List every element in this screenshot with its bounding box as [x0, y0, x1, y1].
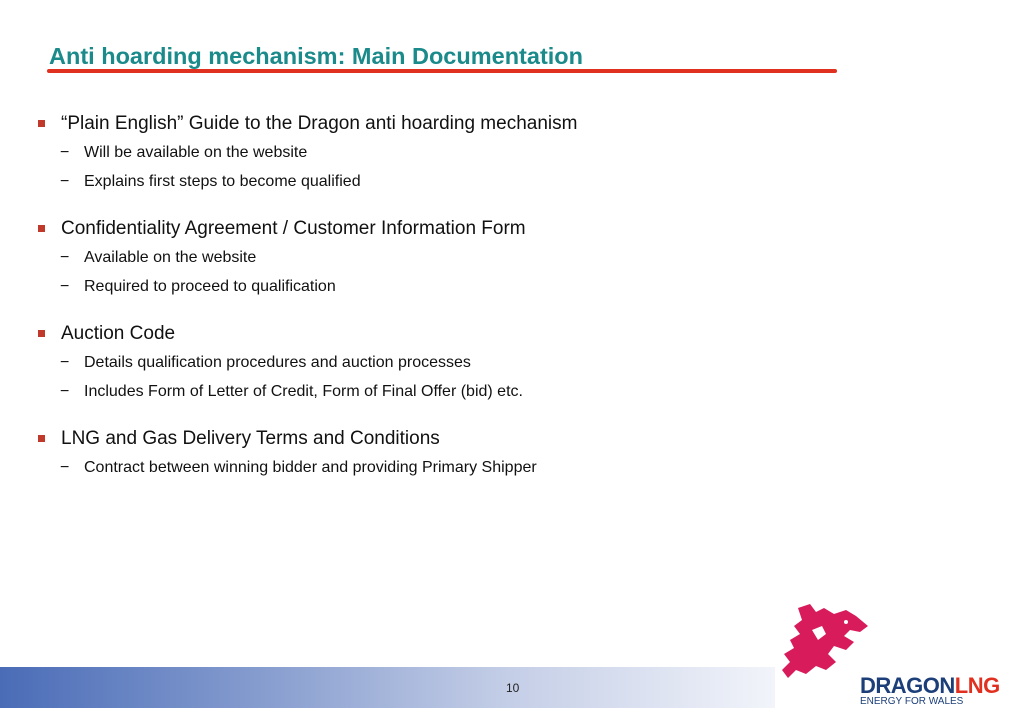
sub-bullet: [36, 167, 936, 196]
sub-bullet-text: Explains first steps to become qualified: [84, 173, 361, 190]
square-bullet-icon: [38, 120, 45, 127]
dash-bullet-icon: −: [60, 173, 70, 190]
dash-bullet-icon: −: [60, 278, 70, 295]
slide-title: Anti hoarding mechanism: Main Documentation: [49, 43, 584, 69]
sub-bullet: [36, 377, 936, 406]
sub-bullet: [36, 243, 936, 272]
dash-bullet-icon: −: [60, 144, 70, 161]
square-bullet-icon: [38, 225, 45, 232]
sub-bullet-text: Includes Form of Letter of Credit, Form of Final Offer (bid) etc.: [84, 383, 523, 400]
dash-bullet-icon: −: [60, 249, 70, 266]
sub-bullet: [36, 272, 936, 301]
sub-bullet-text: Details qualification procedures and auction processes: [84, 354, 471, 371]
sub-bullet-text: Will be available on the website: [84, 144, 308, 161]
bullet-item: [36, 320, 936, 406]
bullet-text: LNG and Gas Delivery Terms and Conditions: [61, 428, 440, 449]
dash-bullet-icon: −: [60, 459, 70, 476]
title-underline: [47, 69, 837, 73]
brand-dragon-text: DRAGON: [860, 673, 955, 698]
sub-bullet: [36, 138, 936, 167]
brand-lng-text: LNG: [954, 673, 1000, 698]
bullet-text: Auction Code: [61, 323, 176, 344]
footer-band: [0, 667, 775, 708]
dragon-shape: [782, 604, 868, 678]
bullet-text: “Plain English” Guide to the Dragon anti hoarding mechanism: [61, 113, 578, 134]
sub-bullet: [36, 348, 936, 377]
sub-bullet-text: Required to proceed to qualification: [84, 278, 336, 295]
square-bullet-icon: [38, 435, 45, 442]
square-bullet-icon: [38, 330, 45, 337]
bullet-item: [36, 110, 936, 196]
bullet-item: [36, 215, 936, 301]
bullet-list: [36, 110, 936, 501]
bullet-text: Confidentiality Agreement / Customer Information Form: [61, 218, 526, 239]
page-number: 10: [506, 681, 520, 695]
bullet-item: [36, 425, 936, 482]
sub-bullet: [36, 453, 936, 482]
sub-bullet-text: Contract between winning bidder and providing Primary Shipper: [84, 459, 537, 476]
dragon-eye: [844, 620, 848, 624]
brand-tagline: ENERGY FOR WALES: [860, 696, 964, 707]
dash-bullet-icon: −: [60, 354, 70, 371]
dash-bullet-icon: −: [60, 383, 70, 400]
sub-bullet-text: Available on the website: [84, 249, 257, 266]
